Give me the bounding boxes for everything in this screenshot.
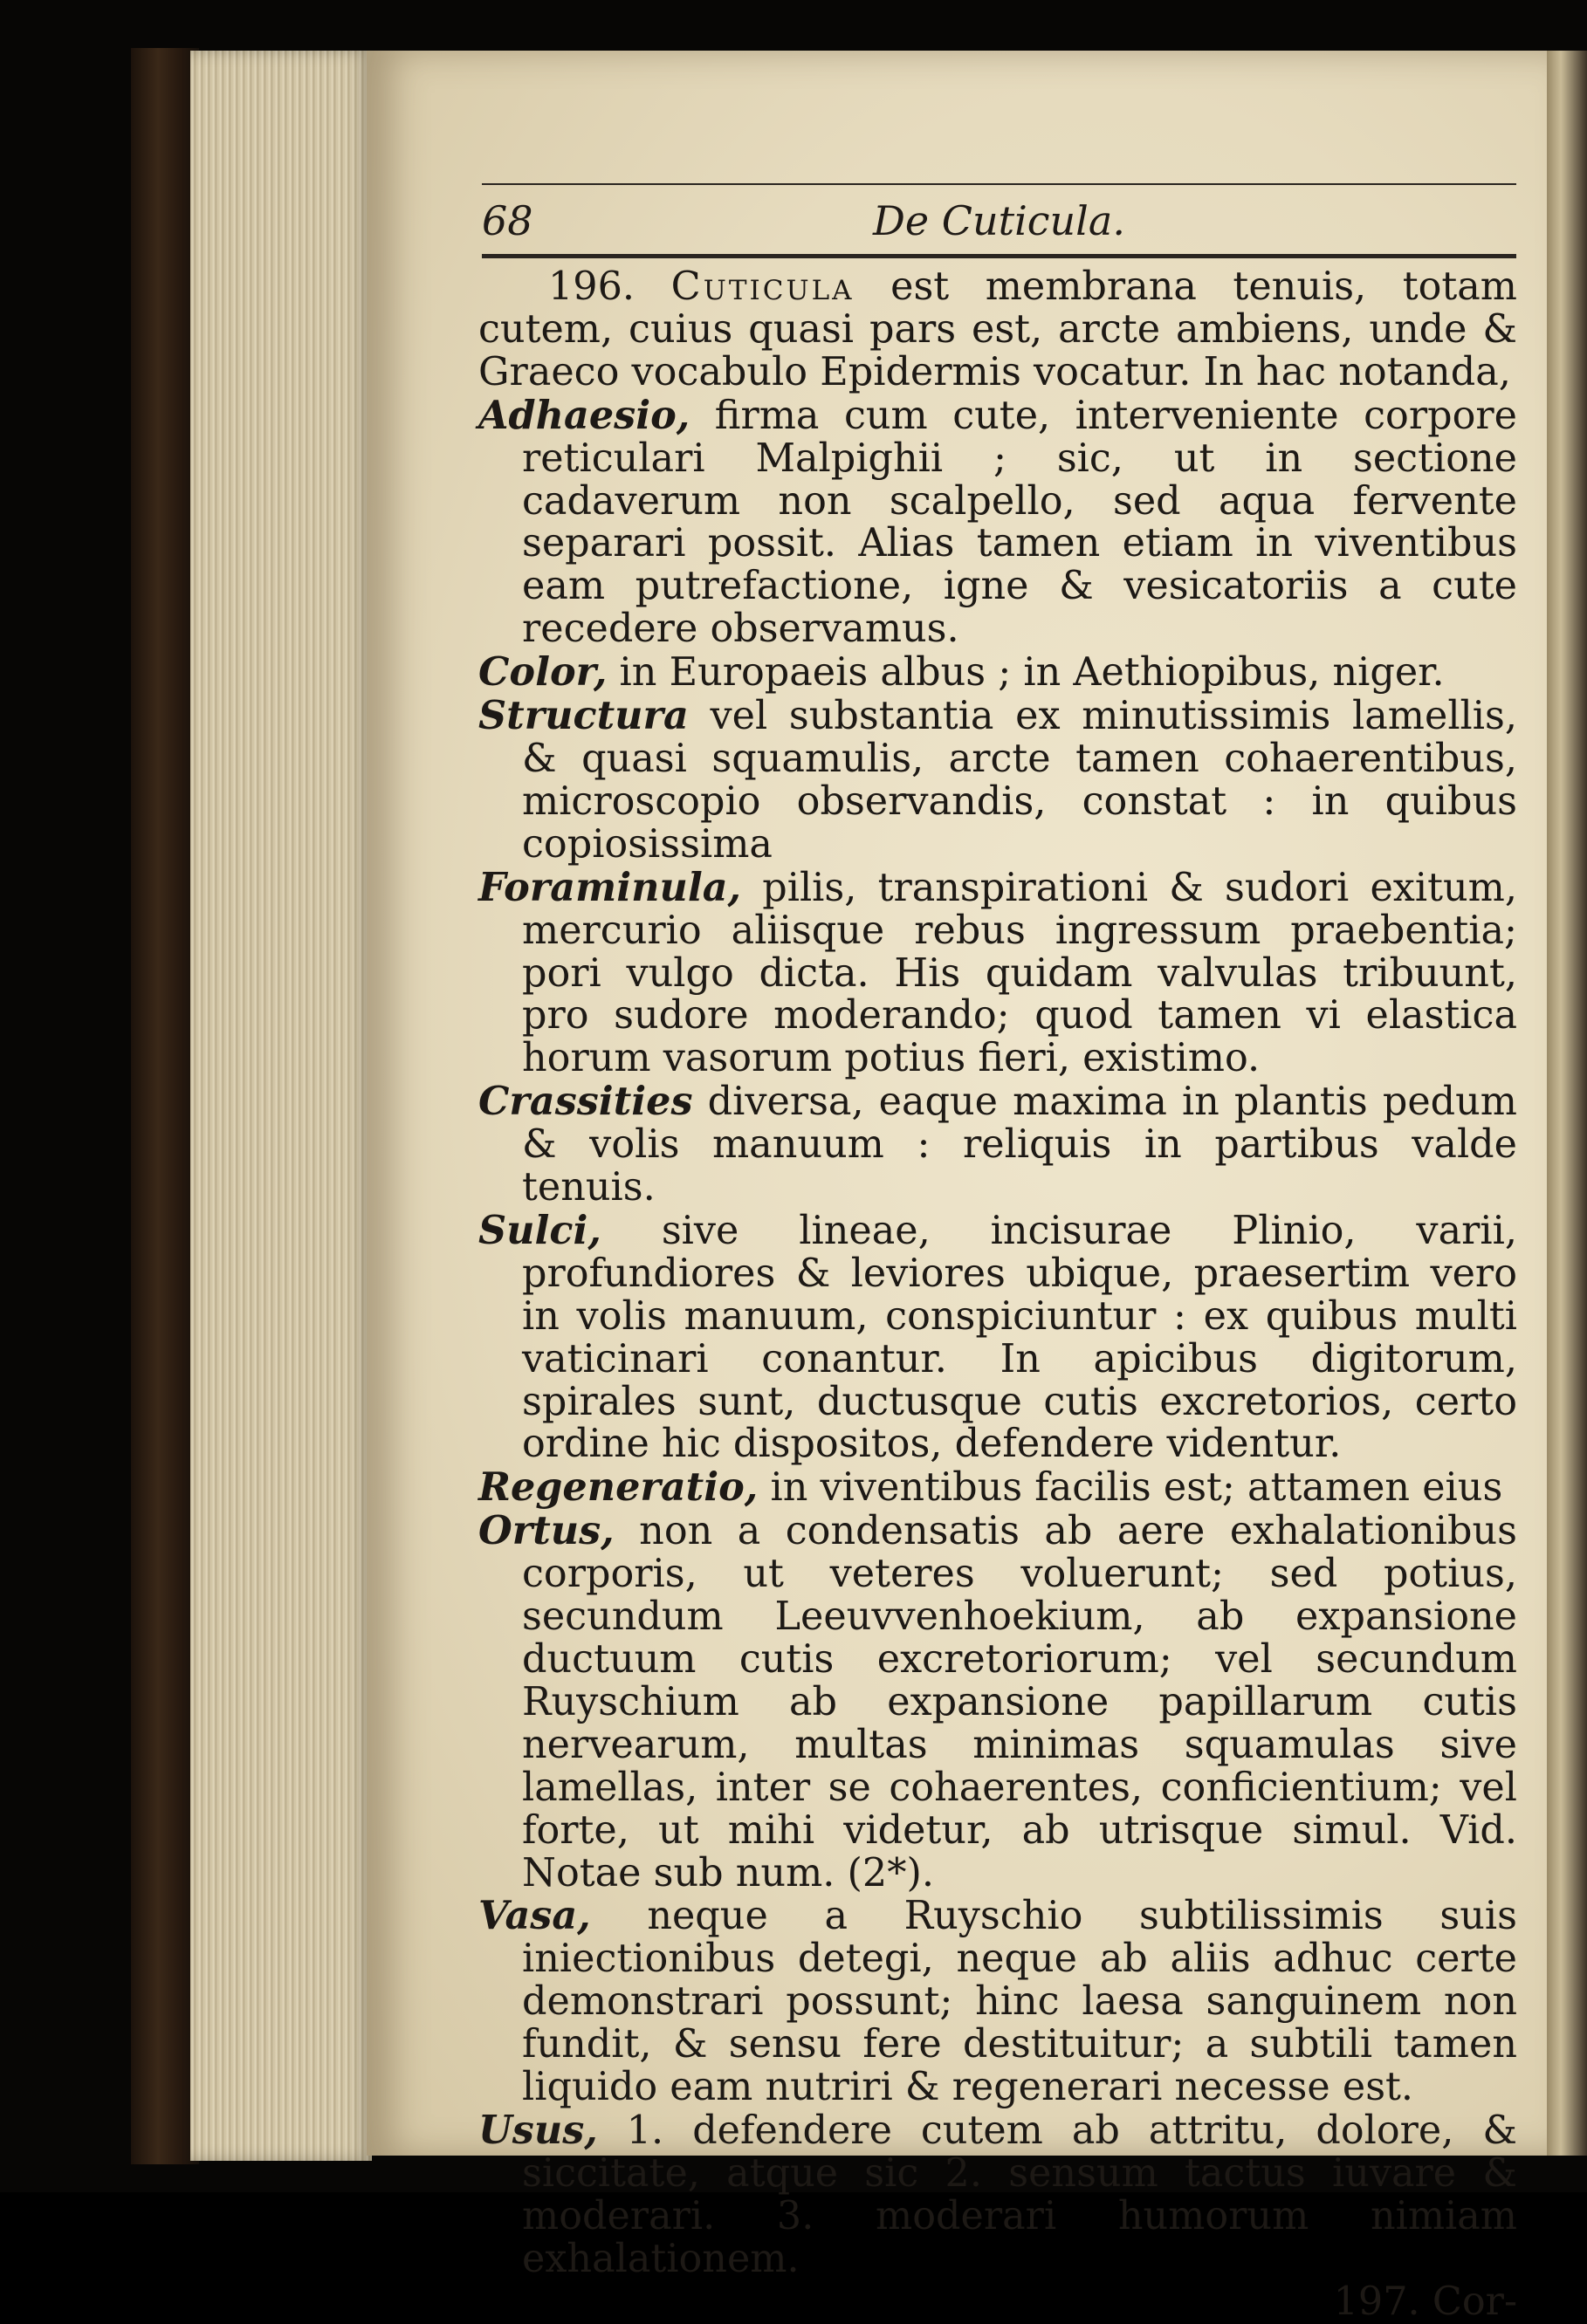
entry-term: Structura — [478, 693, 689, 739]
text-body — [478, 266, 1517, 2324]
page-edges — [190, 51, 372, 2161]
entry-adhaesio — [478, 394, 1517, 651]
entry-usus — [478, 2109, 1517, 2281]
paragraph-text: est membrana tenuis, totam cutem, cuius quasi pars est, arcte ambiens, unde & Graeco vocabulo Epidermis vocatur. In hac notanda, — [478, 264, 1518, 394]
entry-text: pilis, transpirationi & sudori exitum, mercurio aliisque rebus ingressum praebentia; pori vulgo dicta. His quidam valvulas tribuunt, pro sudore moderando; quod tamen vi elastica horum vasorum potius fieri, existimo. — [522, 865, 1517, 1081]
entry-ortus — [478, 1510, 1517, 1895]
entry-text: in Europaeis albus ; in Aethiopibus, niger. — [619, 650, 1445, 696]
entry-text: sive lineae, incisurae Plinio, varii, profundiores & leviores ubique, praesertim vero in volis manuum, conspiciuntur : ex quibus multi vaticinari conantur. In apicibus digitorum, spirales sunt, ductusque cutis excretorios, certo ordine hic dispositos, defendere videntur. — [522, 1208, 1517, 1467]
header-rule-bottom — [482, 254, 1516, 258]
entry-text: vel substantia ex minutissimis lamellis, & quasi squamulis, arcte tamen cohaerentibus, microscopio observandis, constat : in quibus copiosissima — [522, 694, 1518, 867]
header-rule-top — [482, 183, 1516, 185]
catchword-line — [478, 2281, 1517, 2324]
entry-text: neque a Ruyschio subtilissimis suis iniectionibus detegi, neque ab aliis adhuc certe demonstrari possunt; hinc laesa sanguinem non fundit, & sensu fere destituitur; a subtili tamen liquido eam nutriri & regenerari necesse est. — [522, 1894, 1517, 2110]
entry-foraminula — [478, 864, 1517, 1081]
page-number: 68 — [482, 197, 533, 244]
entry-term: Crassities — [478, 1079, 693, 1125]
entry-sulci — [478, 1207, 1517, 1467]
running-head — [482, 183, 1516, 258]
paragraph-number: 196. — [548, 264, 635, 309]
entry-text: 1. defendere cutem ab attritu, dolore, & siccitate, atque sic 2. sensum tactus iuvare & moderari. 3. moderari humorum nimiam exhalationem. — [522, 2108, 1517, 2281]
book-binding — [131, 48, 199, 2164]
paragraph-196 — [478, 266, 1517, 394]
entry-term: Sulci, — [478, 1207, 601, 1253]
entry-color — [478, 651, 1517, 695]
entry-term: Usus, — [478, 2107, 598, 2153]
entry-term: Adhaesio, — [478, 392, 690, 438]
entry-term: Regeneratio, — [478, 1464, 759, 1511]
entry-crassities — [478, 1080, 1517, 1210]
entry-structura — [478, 695, 1517, 867]
entry-text: in viventibus facilis est; attamen eius — [770, 1465, 1503, 1511]
entry-text: diversa, eaque maxima in plantis pedum & volis manuum : reliquis in partibus valde tenuis. — [522, 1080, 1517, 1210]
entry-term: Color, — [478, 649, 608, 696]
entry-term: Foraminula, — [478, 864, 742, 910]
catchword: 197. Cor- — [1333, 2279, 1517, 2324]
lead-term: Cuticula — [670, 264, 855, 309]
entry-text: firma cum cute, interveniente corpore reticulari Malpighii ; sic, ut in sectione cadaverum non scalpello, sed aqua fervente separari possit. Alias tamen etiam in viventibus eam putrefactione, igne & vesicatoriis a cute recedere observamus. — [522, 393, 1517, 652]
opposite-page-edge — [1547, 51, 1587, 2156]
entry-text: non a condensatis ab aere exhalationibus corporis, ut veteres voluerunt; sed potius, secundum Leeuvvenhoekium, ab expansione ductuum cutis excretoriorum; vel secundum Ruyschium ab expansione papillarum cutis nervearum, multas minimas squamulas sive lamellas, inter se cohaerentes, conficientium; vel forte, ut mihi videtur, ab utrisque simul. Vid. Notae sub num. (2*). — [522, 1509, 1517, 1896]
entry-term: Ortus, — [478, 1508, 615, 1554]
page-title: De Cuticula. — [873, 197, 1125, 244]
entry-vasa — [478, 1895, 1517, 2109]
entry-term: Vasa, — [478, 1893, 591, 1939]
entry-regeneratio — [478, 1466, 1517, 1510]
